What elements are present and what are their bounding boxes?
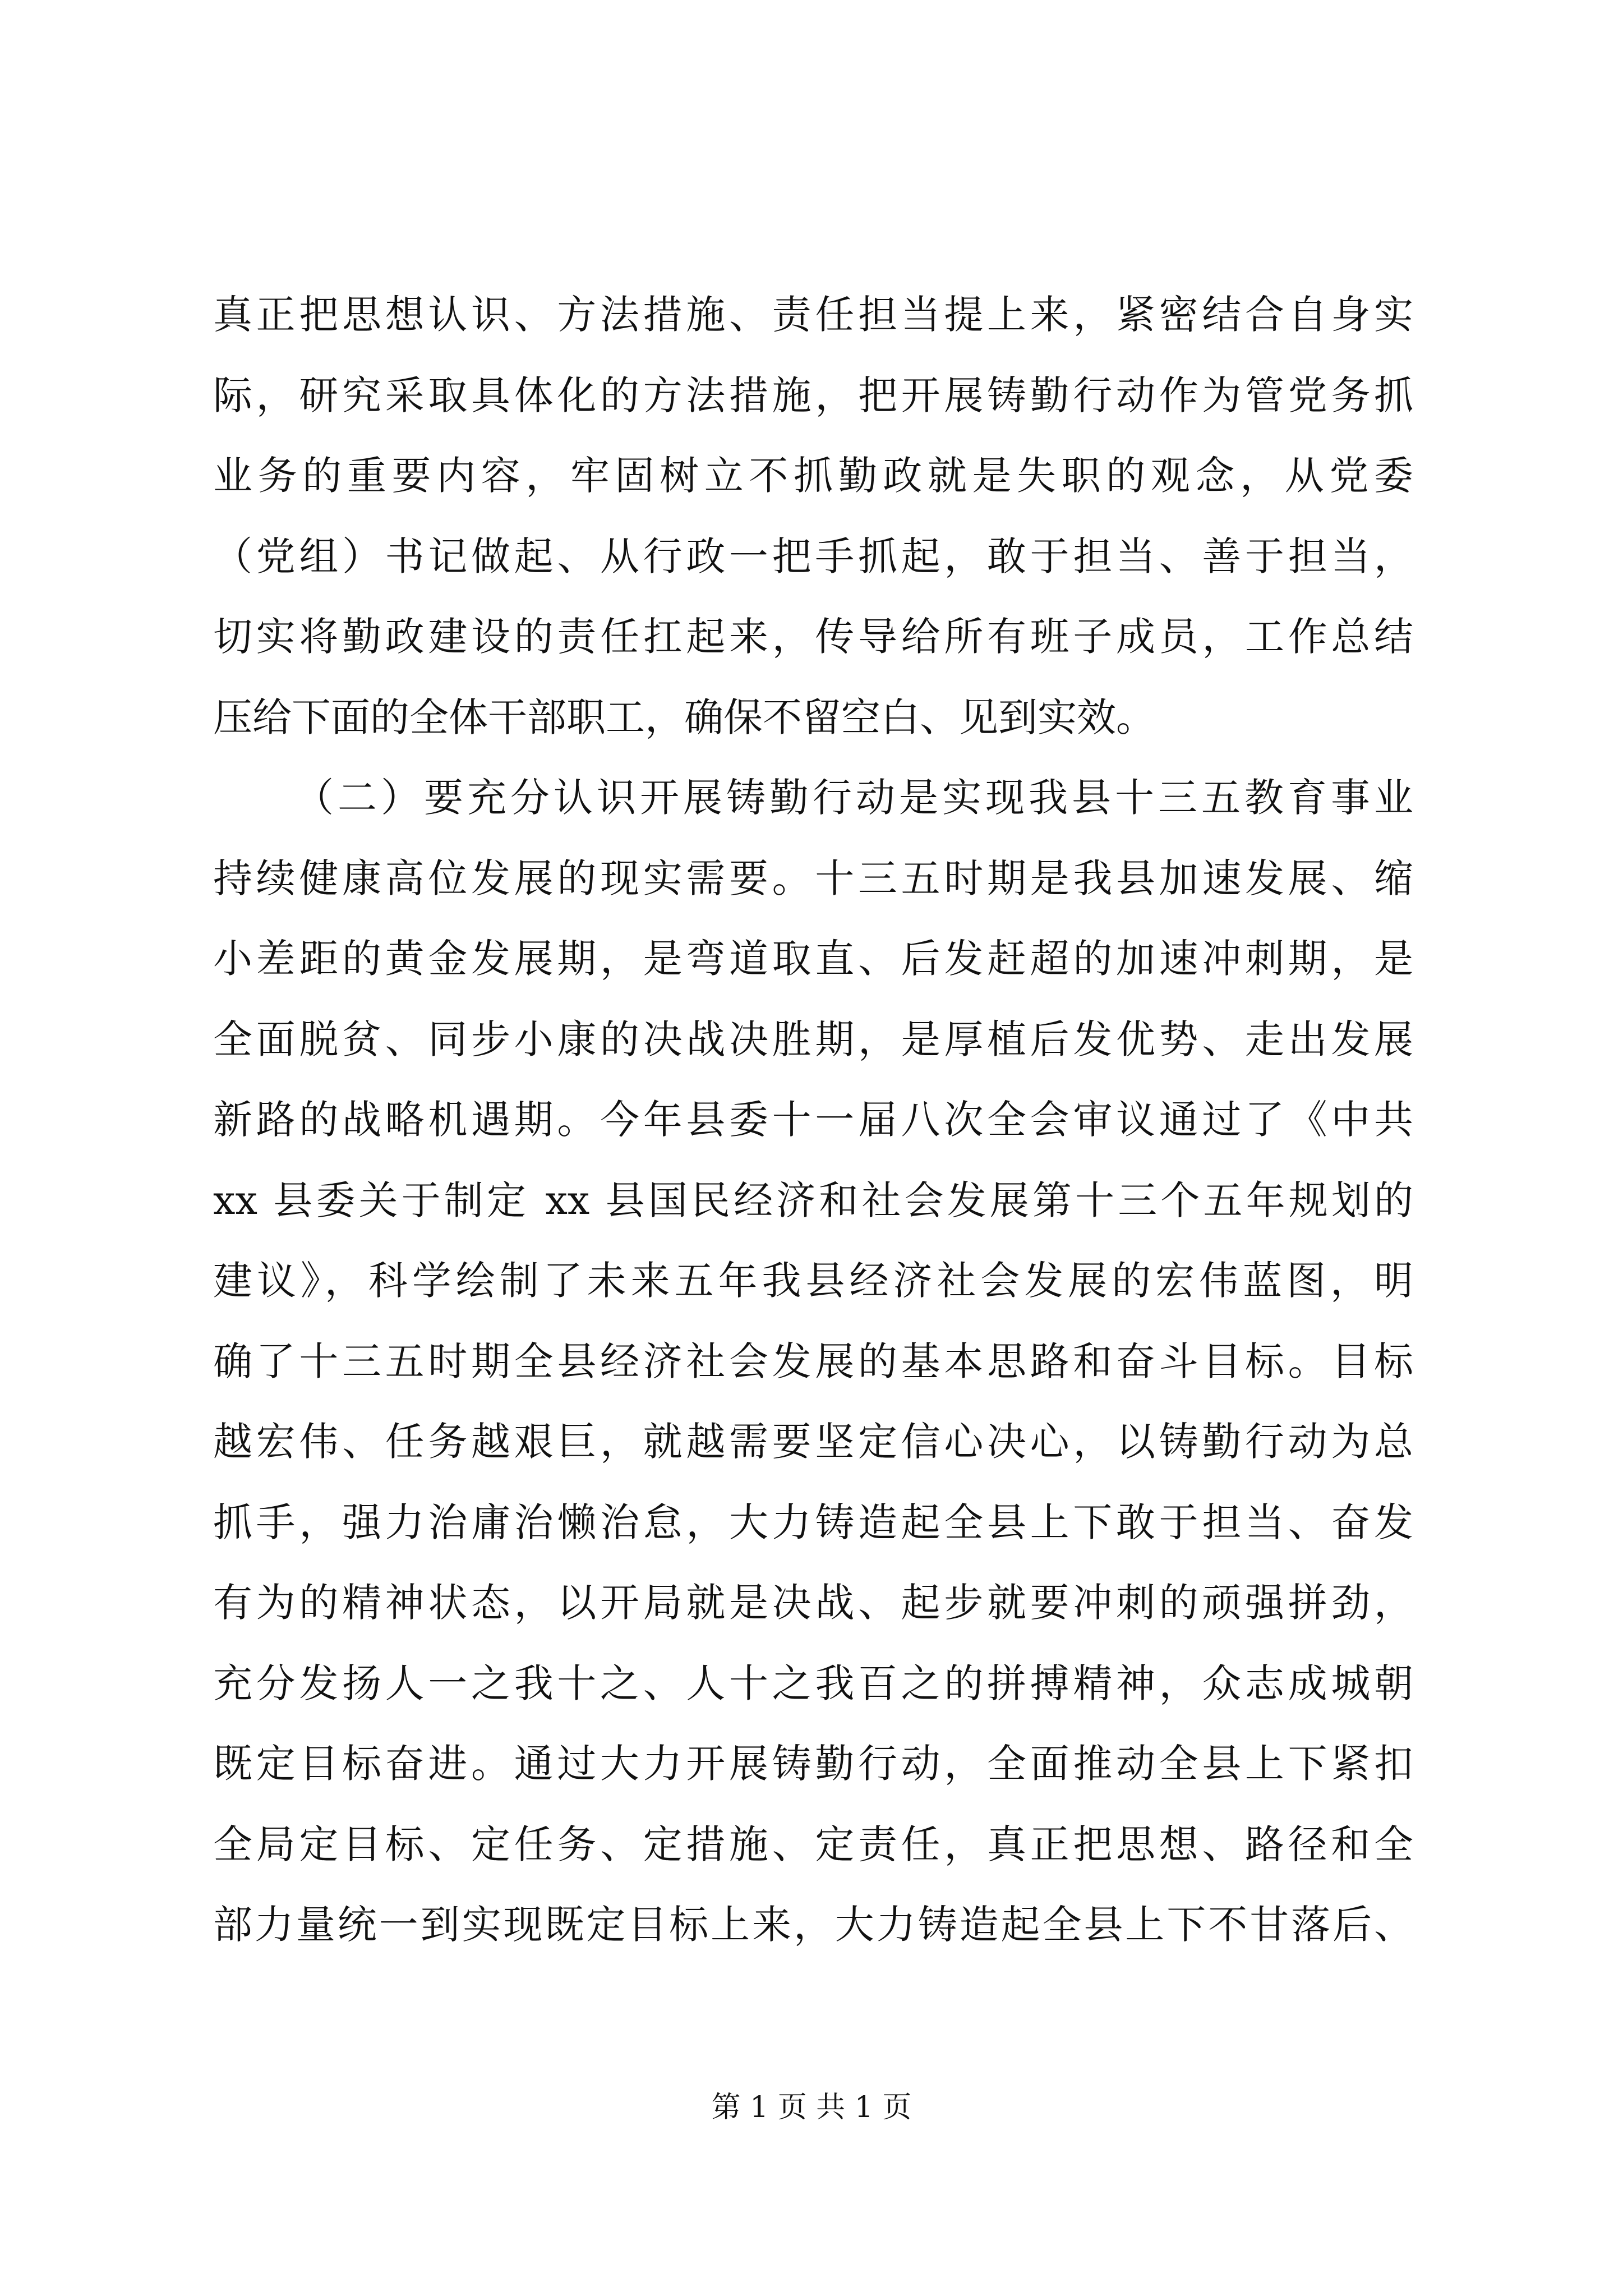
text-line: 压给下面的全体干部职工，确保不留空白、见到实效。: [213, 694, 1155, 740]
text-line: 全局定目标、定任务、定措施、定责任，真正把思想、路径和全: [213, 1821, 1413, 1867]
text-line: 充分发扬人一之我十之、人十之我百之的拼搏精神，众志成城朝: [213, 1660, 1413, 1706]
text-line: 小差距的黄金发展期，是弯道取直、后发赶超的加速冲刺期，是: [213, 936, 1413, 982]
text-line: （党组）书记做起、从行政一把手抓起，敢于担当、善于担当，: [213, 533, 1413, 579]
text-line: 持续健康高位发展的现实需要。十三五时期是我县加速发展、缩: [213, 855, 1413, 901]
text-line: 全面脱贫、同步小康的决战决胜期，是厚植后发优势、走出发展: [213, 1016, 1413, 1062]
text-line: 切实将勤政建设的责任扛起来，传导给所有班子成员，工作总结: [213, 614, 1413, 660]
text-line: 部力量统一到实现既定目标上来，大力铸造起全县上下不甘落后、: [213, 1902, 1413, 1948]
text-line: 真正把思想认识、方法措施、责任担当提上来，紧密结合自身实: [213, 292, 1413, 338]
text-line: 业务的重要内容，牢固树立不抓勤政就是失职的观念，从党委: [213, 453, 1413, 499]
body-text: [213, 275, 1413, 1966]
text-line: 新路的战略机遇期。今年县委十一届八次全会审议通过了《中共: [213, 1097, 1413, 1143]
text-line: xx 县委关于制定 xx 县国民经济和社会发展第十三个五年规划的: [213, 1177, 1413, 1223]
text-line: 际，研究采取具体化的方法措施，把开展铸勤行动作为管党务抓: [213, 372, 1413, 418]
text-line: 建议》，科学绘制了未来五年我县经济社会发展的宏伟蓝图，明: [213, 1258, 1413, 1304]
text-line: 抓手，强力治庸治懒治怠，大力铸造起全县上下敢于担当、奋发: [213, 1499, 1413, 1545]
text-line: 越宏伟、任务越艰巨，就越需要坚定信心决心，以铸勤行动为总: [213, 1419, 1413, 1465]
text-line: 确了十三五时期全县经济社会发展的基本思路和奋斗目标。目标: [213, 1338, 1413, 1384]
text-line: （二）要充分认识开展铸勤行动是实现我县十三五教育事业: [294, 775, 1413, 821]
text-line: 既定目标奋进。通过大力开展铸勤行动，全面推动全县上下紧扣: [213, 1741, 1413, 1787]
page-number-footer: 第 1 页 共 1 页: [711, 2091, 912, 2124]
text-line: 有为的精神状态，以开局就是决战、起步就要冲刺的顽强拼劲，: [213, 1580, 1413, 1626]
